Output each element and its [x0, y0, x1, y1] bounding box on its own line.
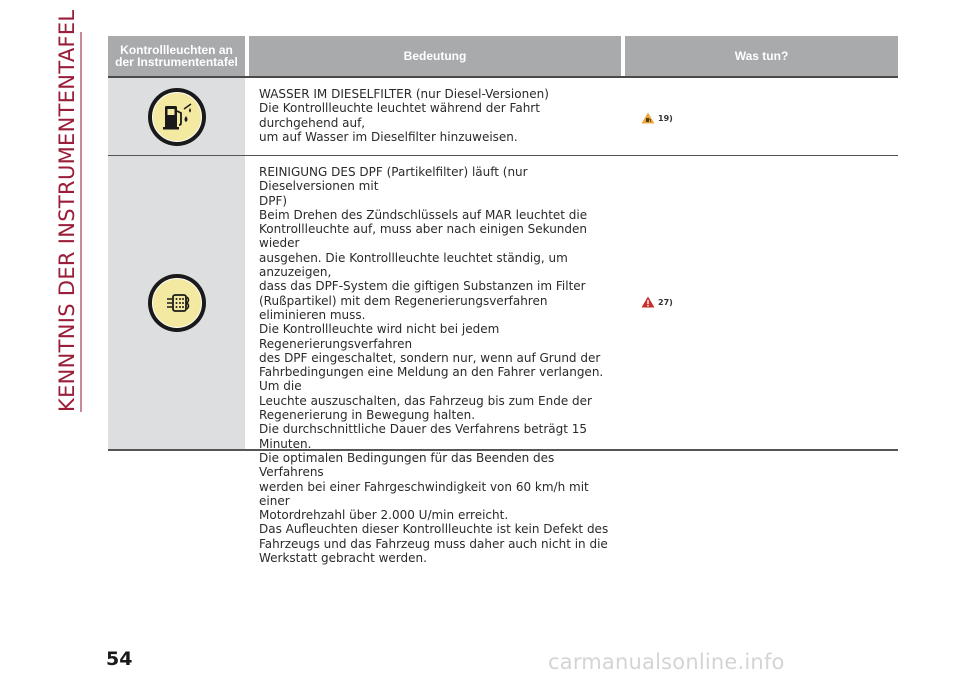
header-indicators-line2: der Instrumententafel: [115, 55, 238, 69]
fuel-pump-triangle-icon: [641, 112, 655, 124]
header-action: Was tun?: [625, 36, 898, 76]
watermark: carmanualsonline.info: [548, 650, 785, 674]
meaning-line: Fahrbedingungen eine Meldung an den Fahrer verlangen. Um die: [259, 365, 604, 394]
meaning-line: Die optimalen Bedingungen für das Beenden des Verfahrens: [259, 450, 555, 480]
meaning-line: Die Kontrollleuchte leuchtet während der Fahrt durchgehend auf,: [259, 101, 540, 130]
action-ref-number: 27): [658, 297, 673, 307]
meaning-line: DPF): [259, 193, 288, 208]
action-reference[interactable]: [641, 296, 673, 308]
page-number: 54: [106, 648, 133, 670]
indicator-cell: [108, 78, 245, 155]
meaning-cell: [245, 78, 617, 155]
meaning-line: um auf Wasser im Dieselfilter hinzuweisen.: [259, 129, 518, 144]
meaning-cell: [245, 156, 617, 566]
meaning-line: WASSER IM DIESELFILTER (nur Diesel-Versionen): [259, 87, 549, 101]
meaning-line: Regenerierung in Bewegung halten.: [259, 408, 476, 423]
action-ref-number: 19): [658, 113, 673, 123]
meaning-line: Leuchte auszuschalten, das Fahrzeug bis zum Ende der: [259, 393, 592, 408]
table-row: [108, 156, 898, 566]
action-reference[interactable]: [641, 112, 673, 124]
indicator-cell: [108, 156, 245, 449]
header-meaning: Bedeutung: [249, 36, 621, 76]
section-side-title: KENNTNIS DER INSTRUMENTENTAFEL: [52, 32, 82, 412]
meaning-line: Motordrehzahl über 2.000 U/min erreicht.: [259, 508, 509, 523]
meaning-line: Kontrollleuchte auf, muss aber nach einigen Sekunden wieder: [259, 222, 588, 251]
meaning-line: Fahrzeugs und das Fahrzeug muss daher auch nicht in die: [259, 536, 608, 551]
meaning-line: ausgehen. Die Kontrollleuchte leuchtet ständig, um anzuzeigen,: [259, 250, 568, 280]
action-cell: [617, 156, 898, 449]
table-row: [108, 78, 898, 156]
meaning-line: Die durchschnittliche Dauer des Verfahrens beträgt 15 Minuten.: [259, 422, 588, 451]
header-indicators: [108, 36, 245, 76]
table-header: [108, 36, 898, 76]
meaning-line: Das Aufleuchten dieser Kontrollleuchte ist kein Defekt des: [259, 522, 609, 537]
meaning-line: Beim Drehen des Zündschlüssels auf MAR leuchtet die: [259, 207, 588, 222]
meaning-line: Die Kontrollleuchte wird nicht bei jedem Regenerierungsverfahren: [259, 322, 500, 351]
meaning-line: REINIGUNG DES DPF (Partikelfilter) läuft (nur Dieselversionen mit: [259, 165, 528, 194]
meaning-line: Werkstatt gebracht werden.: [259, 551, 427, 566]
meaning-line: (Rußpartikel) mit dem Regenerierungsverfahren eliminieren muss.: [259, 293, 548, 322]
action-cell: [617, 78, 898, 155]
indicator-table: [108, 36, 898, 566]
meaning-line: werden bei einer Fahrgeschwindigkeit von 60 km/h mit einer: [259, 479, 589, 508]
meaning-line: des DPF eingeschaltet, sondern nur, wenn auf Grund der: [259, 350, 601, 365]
header-indicators-line1: Kontrollleuchten an: [120, 43, 233, 57]
meaning-line: dass das DPF-System die giftigen Substanzen im Filter: [259, 279, 586, 294]
warning-triangle-icon: [641, 296, 655, 308]
fuel-water-warning-icon: [148, 88, 206, 146]
dpf-regeneration-icon: [148, 274, 206, 332]
